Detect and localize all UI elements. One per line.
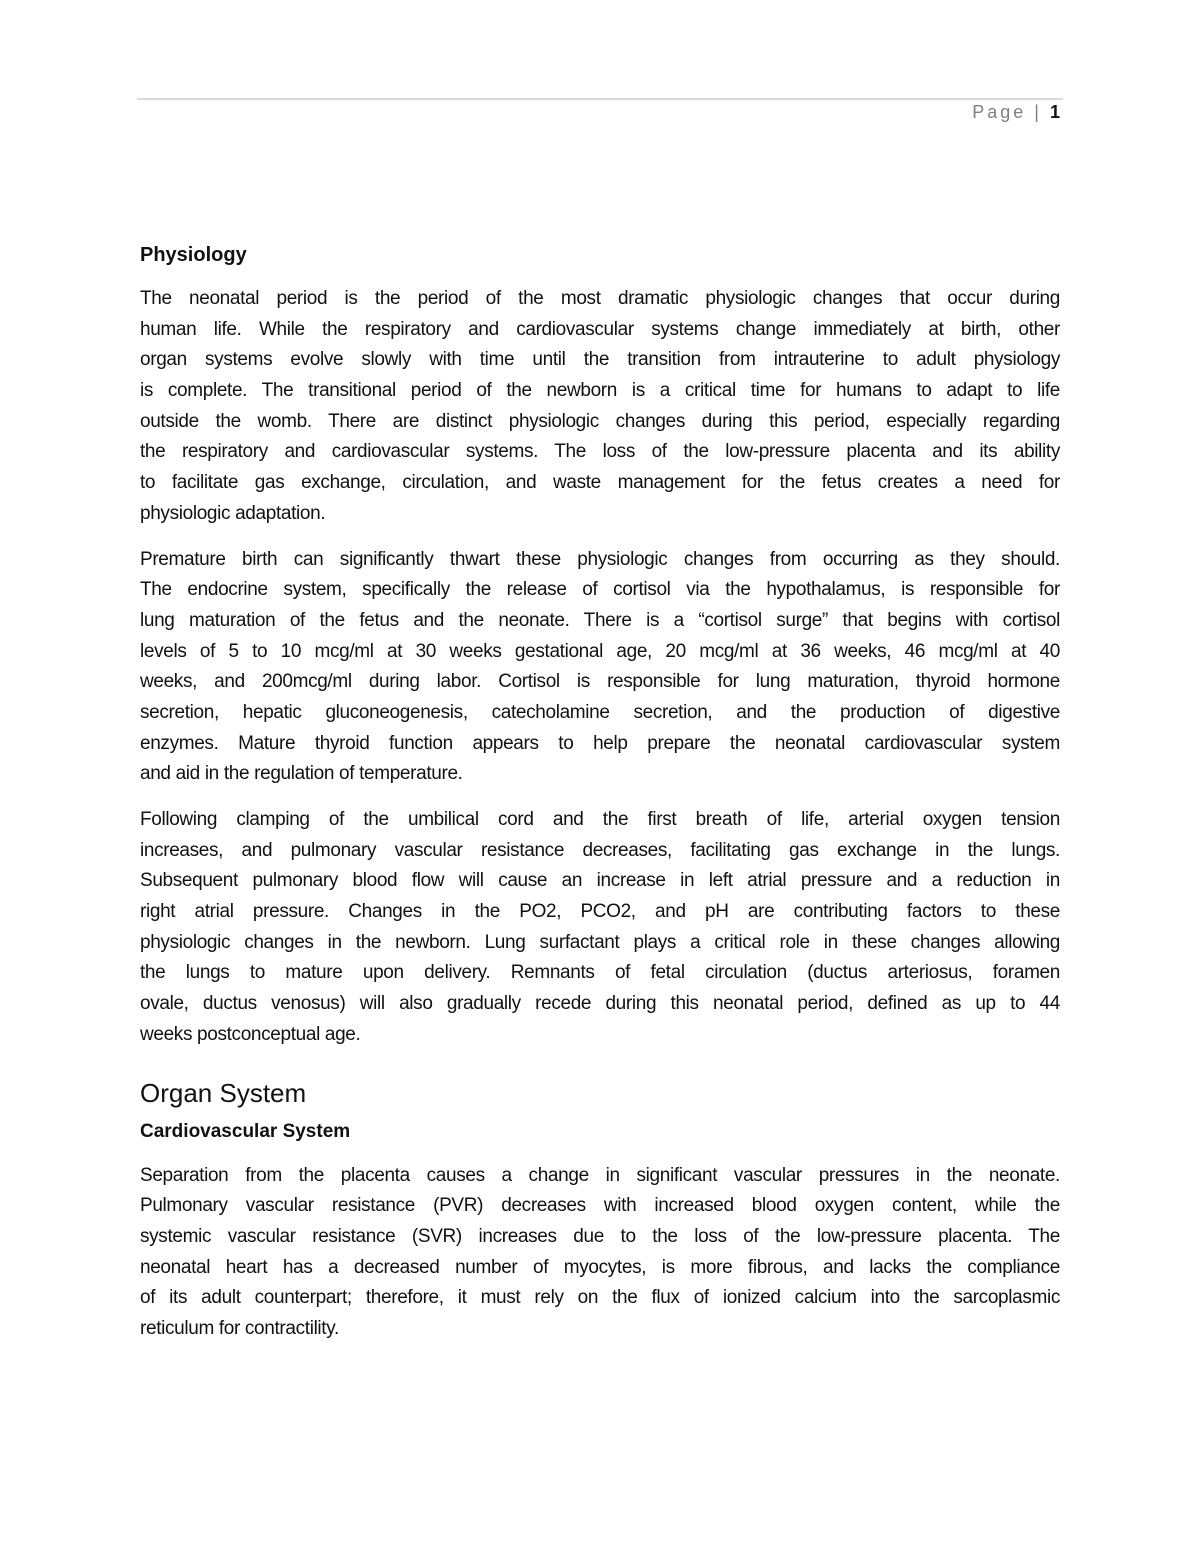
- text-line: reticulum for contractility.: [140, 1317, 339, 1339]
- text-line: enzymes. Mature thyroid function appears to help prepare the neonatal cardiovascular system: [140, 732, 1060, 754]
- text-line: and aid in the regulation of temperature.: [140, 763, 463, 785]
- text-line: lung maturation of the fetus and the neonate. There is a “cortisol surge” that begins with cortisol: [140, 609, 1060, 631]
- text-line: to facilitate gas exchange, circulation, and waste management for the fetus creates a need for: [140, 472, 1060, 494]
- page-label: Page |: [972, 102, 1042, 122]
- text-line: The endocrine system, specifically the release of cortisol via the hypothalamus, is responsible for: [140, 579, 1060, 601]
- document-body: [140, 240, 1060, 1360]
- text-line: levels of 5 to 10 mcg/ml at 30 weeks gestational age, 20 mcg/ml at 36 weeks, 46 mcg/ml at 40: [140, 640, 1060, 662]
- text-line: neonatal heart has a decreased number of myocytes, is more fibrous, and lacks the compliance: [140, 1256, 1060, 1278]
- text-line: physiologic adaptation.: [140, 502, 326, 524]
- text-line: Pulmonary vascular resistance (PVR) decreases with increased blood oxygen content, while the: [140, 1195, 1060, 1217]
- text-line: Premature birth can significantly thwart these physiologic changes from occurring as they should.: [140, 548, 1060, 570]
- text-line: increases, and pulmonary vascular resistance decreases, facilitating gas exchange in the lungs.: [140, 839, 1060, 861]
- page-number-value: 1: [1049, 102, 1060, 122]
- heading-physiology: Physiology: [140, 244, 247, 266]
- text-line: Subsequent pulmonary blood flow will cause an increase in left atrial pressure and a reduction in: [140, 870, 1060, 892]
- text-line: the lungs to mature upon delivery. Remnants of fetal circulation (ductus arteriosus, foramen: [140, 962, 1060, 984]
- heading-organ-system: Organ System: [140, 1077, 307, 1108]
- text-line: physiologic changes in the newborn. Lung surfactant plays a critical role in these changes allowing: [140, 931, 1060, 953]
- text-line: organ systems evolve slowly with time until the transition from intrauterine to adult physiology: [140, 349, 1060, 371]
- paragraph: [140, 545, 1060, 791]
- text-line: outside the womb. There are distinct physiologic changes during this period, especially regarding: [140, 410, 1060, 432]
- text-line: Following clamping of the umbilical cord and the first breath of life, arterial oxygen tension: [140, 809, 1060, 830]
- text-line: secretion, hepatic gluconeogenesis, catecholamine secretion, and the production of digestive: [140, 701, 1060, 723]
- text-line: of its adult counterpart; therefore, it must rely on the flux of ionized calcium into the sarcoplasmic: [140, 1287, 1060, 1309]
- text-line: right atrial pressure. Changes in the PO2, PCO2, and pH are contributing factors to these: [140, 901, 1060, 923]
- heading-cardiovascular-system: Cardiovascular System: [140, 1120, 351, 1142]
- paragraph: [140, 284, 1060, 530]
- text-line: weeks postconceptual age.: [140, 1023, 361, 1045]
- text-line: human life. While the respiratory and cardiovascular systems change immediately at birth, other: [140, 318, 1060, 340]
- paragraph: [140, 805, 1060, 1051]
- text-line: The neonatal period is the period of the most dramatic physiologic changes that occur during: [140, 288, 1060, 309]
- text-line: is complete. The transitional period of the newborn is a critical time for humans to adapt to life: [140, 380, 1060, 402]
- text-line: systemic vascular resistance (SVR) increases due to the loss of the low-pressure placenta. The: [140, 1225, 1060, 1247]
- text-line: ovale, ductus venosus) will also gradually recede during this neonatal period, defined as up to 44: [140, 993, 1060, 1015]
- text-line: the respiratory and cardiovascular systems. The loss of the low-pressure placenta and its ability: [140, 441, 1060, 463]
- header-rule: [137, 98, 1063, 100]
- page-number: [972, 102, 1060, 123]
- text-line: Separation from the placenta causes a change in significant vascular pressures in the neonate.: [140, 1164, 1060, 1186]
- text-line: weeks, and 200mcg/ml during labor. Cortisol is responsible for lung maturation, thyroid hormone: [140, 671, 1060, 693]
- paragraph: [140, 1161, 1060, 1345]
